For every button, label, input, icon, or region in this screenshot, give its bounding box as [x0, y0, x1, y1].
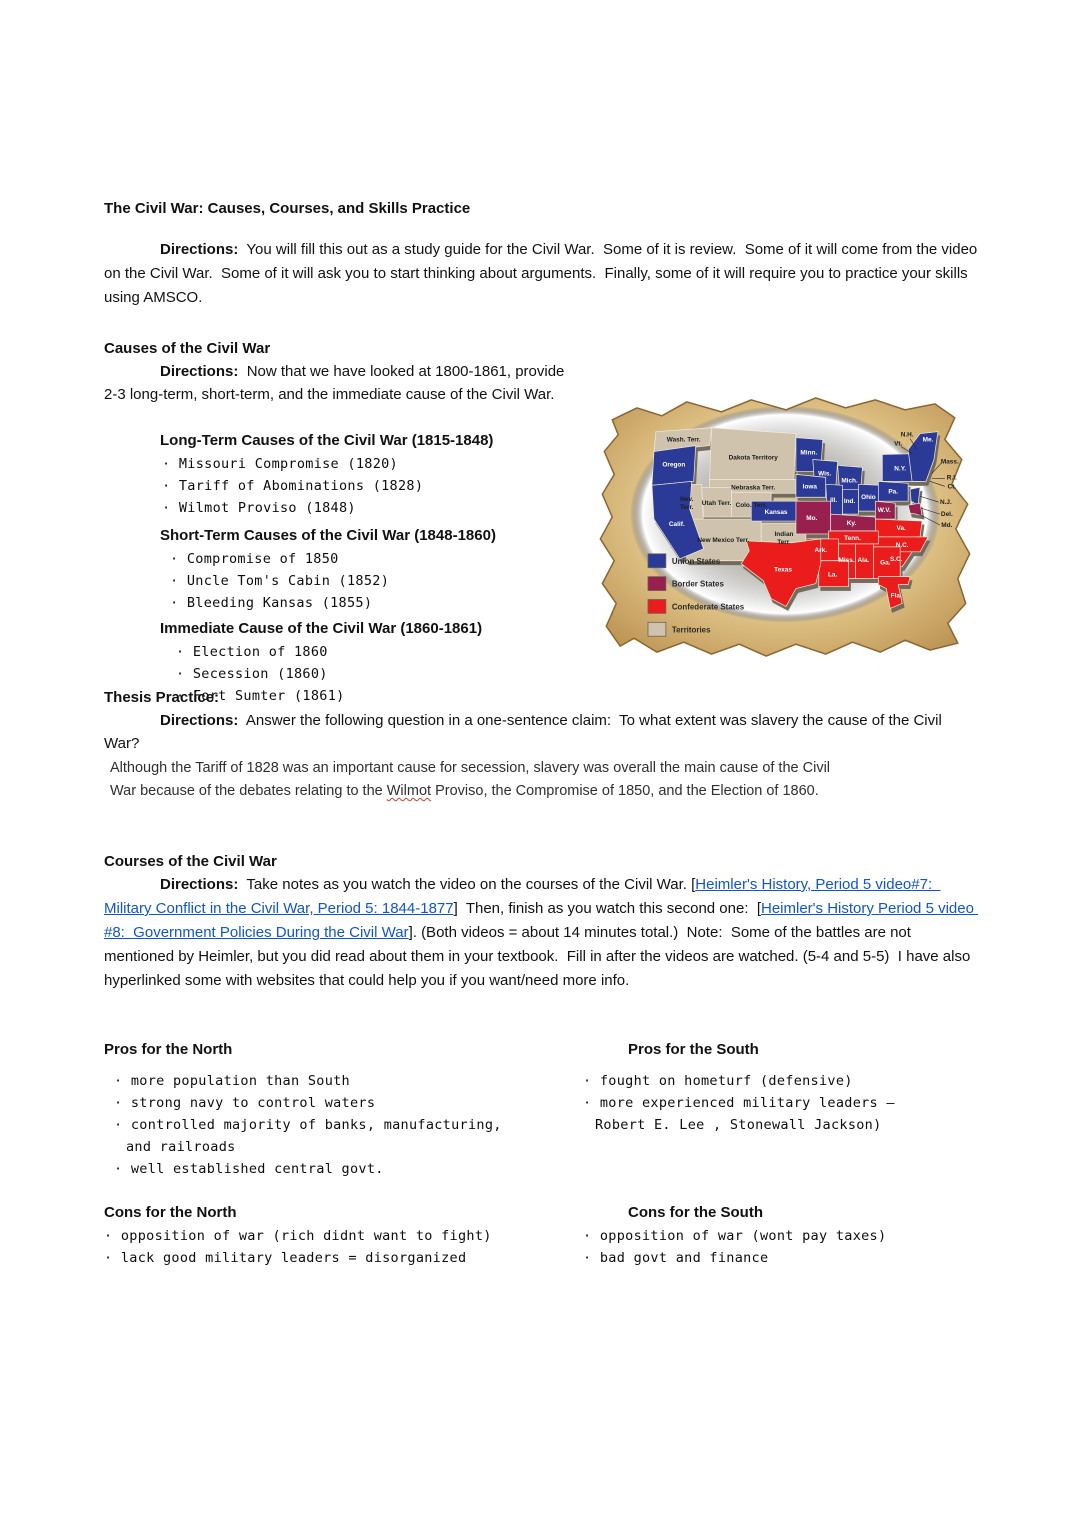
courses-directions-label: Directions:: [160, 876, 239, 893]
list-item: · well established central govt.: [114, 1158, 514, 1180]
video-link-7[interactable]: Heimler's History, Period 5 video#7: Military Conflict in the Civil War, Period 5: 1844-1877: [104, 876, 941, 917]
list-item: · Missouri Compromise (1820): [162, 453, 582, 475]
list-item: · Secession (1860): [176, 663, 596, 685]
causes-directions-text: Now that we have looked at 1800-1861, provide 2-3 long-term, short-term, and the immediate cause of the Civil War.: [104, 363, 569, 403]
map-state-label: Terr.: [777, 538, 791, 546]
cons-north-list: [104, 1225, 524, 1269]
map-state-label: Nebraska Terr.: [731, 484, 776, 492]
short-term-list: [170, 548, 590, 614]
map-state-label: La.: [828, 571, 838, 579]
misspelled-word: Wilmot: [386, 783, 432, 799]
map-state-label: Oregon: [662, 461, 686, 469]
causes-directions-label: Directions:: [160, 363, 239, 380]
map-state-label: Ill.: [830, 497, 838, 505]
short-term-heading: Short-Term Causes of the Civil War (1848-1860): [160, 527, 496, 544]
pros-south-heading: Pros for the South: [628, 1041, 759, 1058]
causes-heading: Causes of the Civil War: [104, 340, 271, 357]
courses-text-1: Take notes as you watch the video on the courses of the Civil War. [: [238, 876, 696, 893]
map-state-label: Minn.: [800, 449, 818, 457]
map-state-label: W.V.: [877, 507, 891, 515]
courses-directions: [104, 873, 984, 993]
map-state-label: Ky.: [846, 520, 857, 528]
map-state-label: N.C.: [895, 541, 909, 549]
map-state-label: Tenn.: [844, 534, 861, 542]
thesis-answer-part2: Proviso, the Compromise of 1850, and the Election of 1860.: [431, 783, 819, 799]
map-state-label: Ala.: [857, 556, 870, 564]
legend-label: Union States: [671, 556, 721, 566]
causes-directions: [104, 360, 569, 406]
list-item: · Wilmot Proviso (1848): [162, 497, 582, 519]
map-state-label: Utah Terr.: [701, 500, 732, 508]
intro-directions-text: You will fill this out as a study guide for the Civil War. Some of it is review. Some of it will come from the video on the Civil War. Some of it will ask you to start thinking about arguments. Finally, some of it will require you to practice your skills using AMSCO.: [104, 241, 982, 306]
immediate-list: [176, 641, 596, 707]
pros-south-list: [583, 1070, 913, 1136]
map-state-label: Indian: [774, 530, 794, 538]
list-item: · opposition of war (wont pay taxes): [583, 1225, 943, 1247]
list-item: · opposition of war (rich didnt want to fight): [104, 1225, 524, 1247]
thesis-directions: [104, 709, 978, 755]
map-state-label: Mass.: [940, 458, 959, 466]
list-item: · Bleeding Kansas (1855): [170, 592, 590, 614]
cons-north-heading: Cons for the North: [104, 1204, 237, 1221]
map-state-label: N.J.: [939, 499, 952, 507]
intro-directions-label: Directions:: [160, 241, 239, 258]
list-item: · Uncle Tom's Cabin (1852): [170, 570, 590, 592]
list-item: · Tariff of Abominations (1828): [162, 475, 582, 497]
map-state-label: Wis.: [818, 470, 832, 478]
map-state-label: Ct.: [947, 483, 957, 491]
long-term-list: [162, 453, 582, 519]
list-item: · more experienced military leaders — Robert E. Lee , Stonewall Jackson): [583, 1092, 913, 1136]
courses-text-3: ]. (Both videos = about 14 minutes total.) Note: Some of the battles are not mentioned by Heimler, but you did read about them in your textbook. Fill in after the videos are watched. (5-4 and 5-5) I have also hyperlinked some with websites that could help you if you want/need more info.: [104, 924, 975, 989]
map-state-label: S.C.: [889, 555, 903, 563]
civil-war-map-image: [592, 390, 980, 668]
map-state-label: Terr.: [679, 504, 694, 512]
map-state-label: Vt.: [894, 440, 903, 448]
map-state-label: Me.: [922, 436, 934, 444]
map-state-label: Iowa: [802, 483, 817, 491]
map-state-label: Del.: [940, 511, 953, 519]
list-item: · bad govt and finance: [583, 1247, 943, 1269]
legend-swatch: [648, 599, 666, 613]
map-state-label: Mo.: [806, 515, 818, 523]
legend-swatch: [648, 622, 666, 636]
pros-north-heading: Pros for the North: [104, 1041, 233, 1058]
video-link-8[interactable]: Heimler's History Period 5 video #8: Government Policies During the Civil War: [104, 900, 979, 941]
thesis-heading: Thesis Practice:: [104, 689, 220, 706]
civil-war-map-svg: [592, 390, 980, 668]
map-state-label: Md.: [941, 522, 953, 530]
map-state-label: Ohio: [861, 494, 876, 502]
map-state-label: Mich.: [841, 477, 858, 485]
legend-label: Confederate States: [671, 602, 745, 612]
page-title: The Civil War: Causes, Courses, and Skills Practice: [104, 200, 471, 217]
list-item: · controlled majority of banks, manufacturing, and railroads: [114, 1114, 514, 1158]
courses-heading: Courses of the Civil War: [104, 853, 277, 870]
thesis-directions-label: Directions:: [160, 712, 239, 729]
list-item: · Compromise of 1850: [170, 548, 590, 570]
map-state-label: New Mexico Terr.: [697, 536, 750, 544]
map-state-label: Colo. Terr.: [735, 502, 767, 510]
map-state-label: Ark.: [814, 546, 828, 554]
cons-south-heading: Cons for the South: [628, 1204, 763, 1221]
map-state-label: Va.: [896, 524, 906, 532]
map-state-label: Calif.: [668, 521, 685, 529]
cons-south-list: [583, 1225, 943, 1269]
map-state-label: Fla.: [890, 592, 902, 600]
list-item: · more population than South: [114, 1070, 514, 1092]
map-state-label: Dakota Territory: [728, 454, 778, 462]
map-state-label: N.Y.: [894, 465, 907, 473]
thesis-answer: [110, 757, 855, 803]
map-state-label: Miss.: [838, 556, 855, 564]
immediate-heading: Immediate Cause of the Civil War (1860-1861): [160, 620, 483, 637]
thesis-answer-part1: Although the Tariff of 1828 was an important cause for secession, slavery was overall the main cause of the Civil War because of the debates relating to the: [110, 760, 835, 799]
map-state-label: Ga.: [880, 559, 891, 567]
map-state-label: Ind.: [843, 498, 856, 506]
legend-label: Border States: [671, 579, 724, 589]
courses-text-2: ] Then, finish as you watch this second one: [: [453, 900, 761, 917]
list-item: · strong navy to control waters: [114, 1092, 514, 1114]
legend-label: Territories: [671, 625, 711, 635]
map-state-label: Nev.: [680, 496, 694, 504]
map-state-label: Wash. Terr.: [666, 436, 701, 444]
map-state-label: Kansas: [764, 509, 788, 517]
map-state-label: Texas: [774, 566, 792, 574]
list-item: · fought on hometurf (defensive): [583, 1070, 913, 1092]
map-state-label: R.I.: [946, 474, 957, 482]
pros-north-list: [114, 1070, 514, 1180]
thesis-directions-text: Answer the following question in a one-sentence claim: To what extent was slavery the cause of the Civil War?: [104, 712, 946, 752]
list-item: · lack good military leaders = disorganized: [104, 1247, 524, 1269]
list-item: · Fort Sumter (1861): [176, 685, 596, 707]
long-term-heading: Long-Term Causes of the Civil War (1815-1848): [160, 432, 494, 449]
legend-swatch: [648, 554, 666, 568]
intro-paragraph: [104, 238, 982, 310]
list-item: · Election of 1860: [176, 641, 596, 663]
map-state-label: N.H.: [900, 431, 914, 439]
map-state-label: Pa.: [888, 488, 899, 496]
legend-swatch: [648, 577, 666, 591]
